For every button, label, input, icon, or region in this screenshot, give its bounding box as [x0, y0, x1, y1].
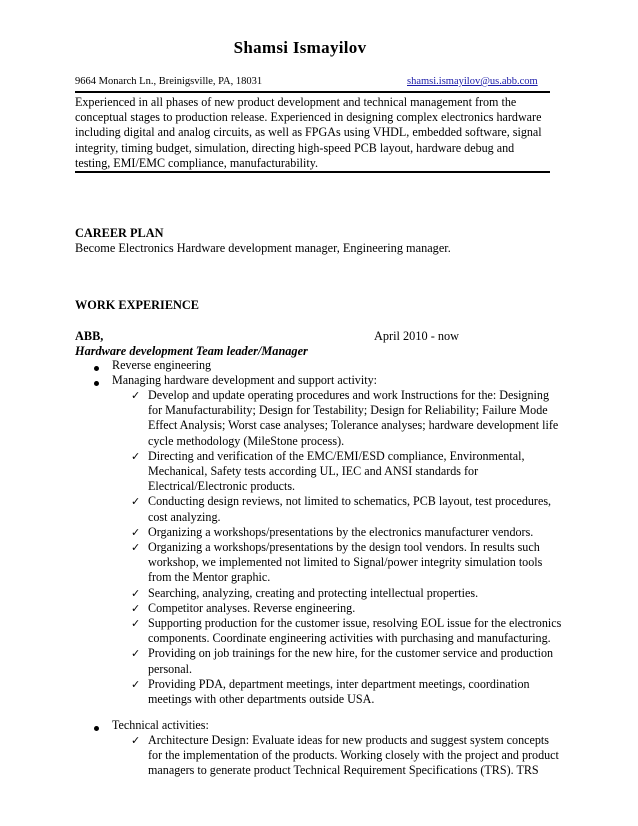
check-item-line: Competitor analyses. Reverse engineering. — [148, 600, 356, 615]
check-item-line: workshop, we implemented not limited to Signal/power integrity simulation tools — [148, 555, 543, 570]
check-item-line: Develop and update operating procedures and work Instructions for the: Designing — [148, 388, 549, 402]
bullet-icon — [94, 366, 99, 371]
check-item — [148, 494, 551, 524]
check-item-line: managers to generate product Technical Requirement Specifications (TRS). TRS — [148, 763, 539, 778]
check-item — [148, 525, 533, 540]
career-plan-text: Become Electronics Hardware development manager, Engineering manager. — [75, 241, 451, 255]
company-name: ABB, — [75, 329, 104, 343]
resume-name: Shamsi Ismayilov — [233, 38, 367, 57]
summary-line: including digital and analog circuits, as well as FPGAs using VHDL, embedded software, signal — [75, 125, 542, 140]
check-item-line: Mechanical, Safety tests according UL, IEC and ANSI standards for — [148, 463, 479, 478]
bullet-item — [112, 358, 211, 373]
check-item-line: cycle methodology (MileStone process). — [148, 433, 345, 448]
check-item-line: for the implementation of the products. Working closely with the project and product — [148, 748, 559, 763]
check-item — [148, 540, 542, 586]
checkmark-icon: ✓ — [131, 525, 141, 539]
check-item — [148, 677, 530, 707]
check-item — [148, 646, 553, 676]
summary-line: testing, EMI/EMC compliance, manufacturability. — [75, 155, 319, 170]
checkmark-icon: ✓ — [131, 601, 141, 615]
check-item-line: from the Mentor graphic. — [148, 570, 271, 585]
job-title: Hardware development Team leader/Manager — [75, 344, 308, 358]
email-link[interactable]: shamsi.ismayilov@us.abb.com — [407, 76, 538, 87]
check-item — [148, 601, 355, 616]
bullet-text: Reverse engineering — [112, 358, 212, 372]
checkmark-icon: ✓ — [131, 677, 141, 691]
check-item-line: Directing and verification of the EMC/EMI/ESD compliance, Environmental, — [148, 448, 525, 463]
checkmark-icon: ✓ — [131, 734, 141, 747]
check-item-line: cost analyzing. — [148, 509, 221, 524]
checkmark-icon: ✓ — [131, 449, 141, 463]
checkmark-icon: ✓ — [131, 541, 141, 554]
check-item — [148, 449, 524, 495]
divider-top — [75, 91, 550, 93]
check-item-line: components. Coordinate engineering activities with purchasing and manufacturing. — [148, 631, 551, 646]
check-item — [148, 616, 561, 646]
check-item-line: Effect Analysis; Worst case analyses; Tolerance analyses; hardware development life — [148, 418, 559, 433]
bullet-item — [112, 718, 209, 733]
summary-block — [75, 95, 550, 171]
summary-line: conceptual stages to production release. Experienced in designing complex electronics hardware — [75, 110, 542, 125]
divider-bottom — [75, 171, 550, 173]
summary-line: integrity, timing budget, simulation, directing high-speed PCB layout, hardware debug and — [75, 140, 515, 155]
check-item-line: Searching, analyzing, creating and protecting intellectual properties. — [148, 585, 479, 600]
check-item-line: Providing on job trainings for the new hire, for the customer service and production — [148, 646, 554, 661]
bullet-icon — [94, 726, 99, 731]
employment-dates: April 2010 - now — [374, 329, 460, 343]
check-item-line: for Manufacturability; Design for Testability; Design for Reliability; Failure Mode — [148, 403, 548, 418]
check-item-line: Architecture Design: Evaluate ideas for new products and suggest system concepts — [148, 733, 549, 747]
career-plan-heading: CAREER PLAN — [75, 226, 164, 240]
check-item-line: Electrical/Electronic products. — [148, 479, 296, 494]
bullet-icon — [94, 381, 99, 386]
bullet-text: Managing hardware development and support activity: — [112, 373, 377, 387]
check-item — [148, 388, 558, 449]
check-item-line: Conducting design reviews, not limited to schematics, PCB layout, test procedures, — [148, 494, 552, 509]
summary-line: Experienced in all phases of new product development and technical management from the — [75, 95, 517, 109]
checkmark-icon: ✓ — [131, 647, 141, 661]
checkmark-icon: ✓ — [131, 617, 141, 630]
check-item-line: Providing PDA, department meetings, inter department meetings, coordination — [148, 676, 530, 691]
check-item-line: personal. — [148, 661, 192, 676]
check-item — [148, 586, 478, 601]
bullet-item — [112, 373, 377, 388]
check-item-line: meetings with other departments outside USA. — [148, 691, 375, 706]
bullet-text: Technical activities: — [112, 718, 209, 732]
check-item — [148, 733, 559, 779]
checkmark-icon: ✓ — [131, 495, 141, 509]
work-experience-heading: WORK EXPERIENCE — [75, 298, 200, 312]
check-item-line: Organizing a workshops/presentations by the electronics manufacturer vendors. — [148, 524, 534, 539]
check-item-line: Supporting production for the customer issue, resolving EOL issue for the electronics — [148, 616, 562, 630]
address: 9664 Monarch Ln., Breinigsville, PA, 18031 — [75, 76, 263, 87]
checkmark-icon: ✓ — [131, 586, 141, 600]
check-item-line: Organizing a workshops/presentations by the design tool vendors. In results such — [148, 540, 540, 554]
checkmark-icon: ✓ — [131, 389, 141, 402]
